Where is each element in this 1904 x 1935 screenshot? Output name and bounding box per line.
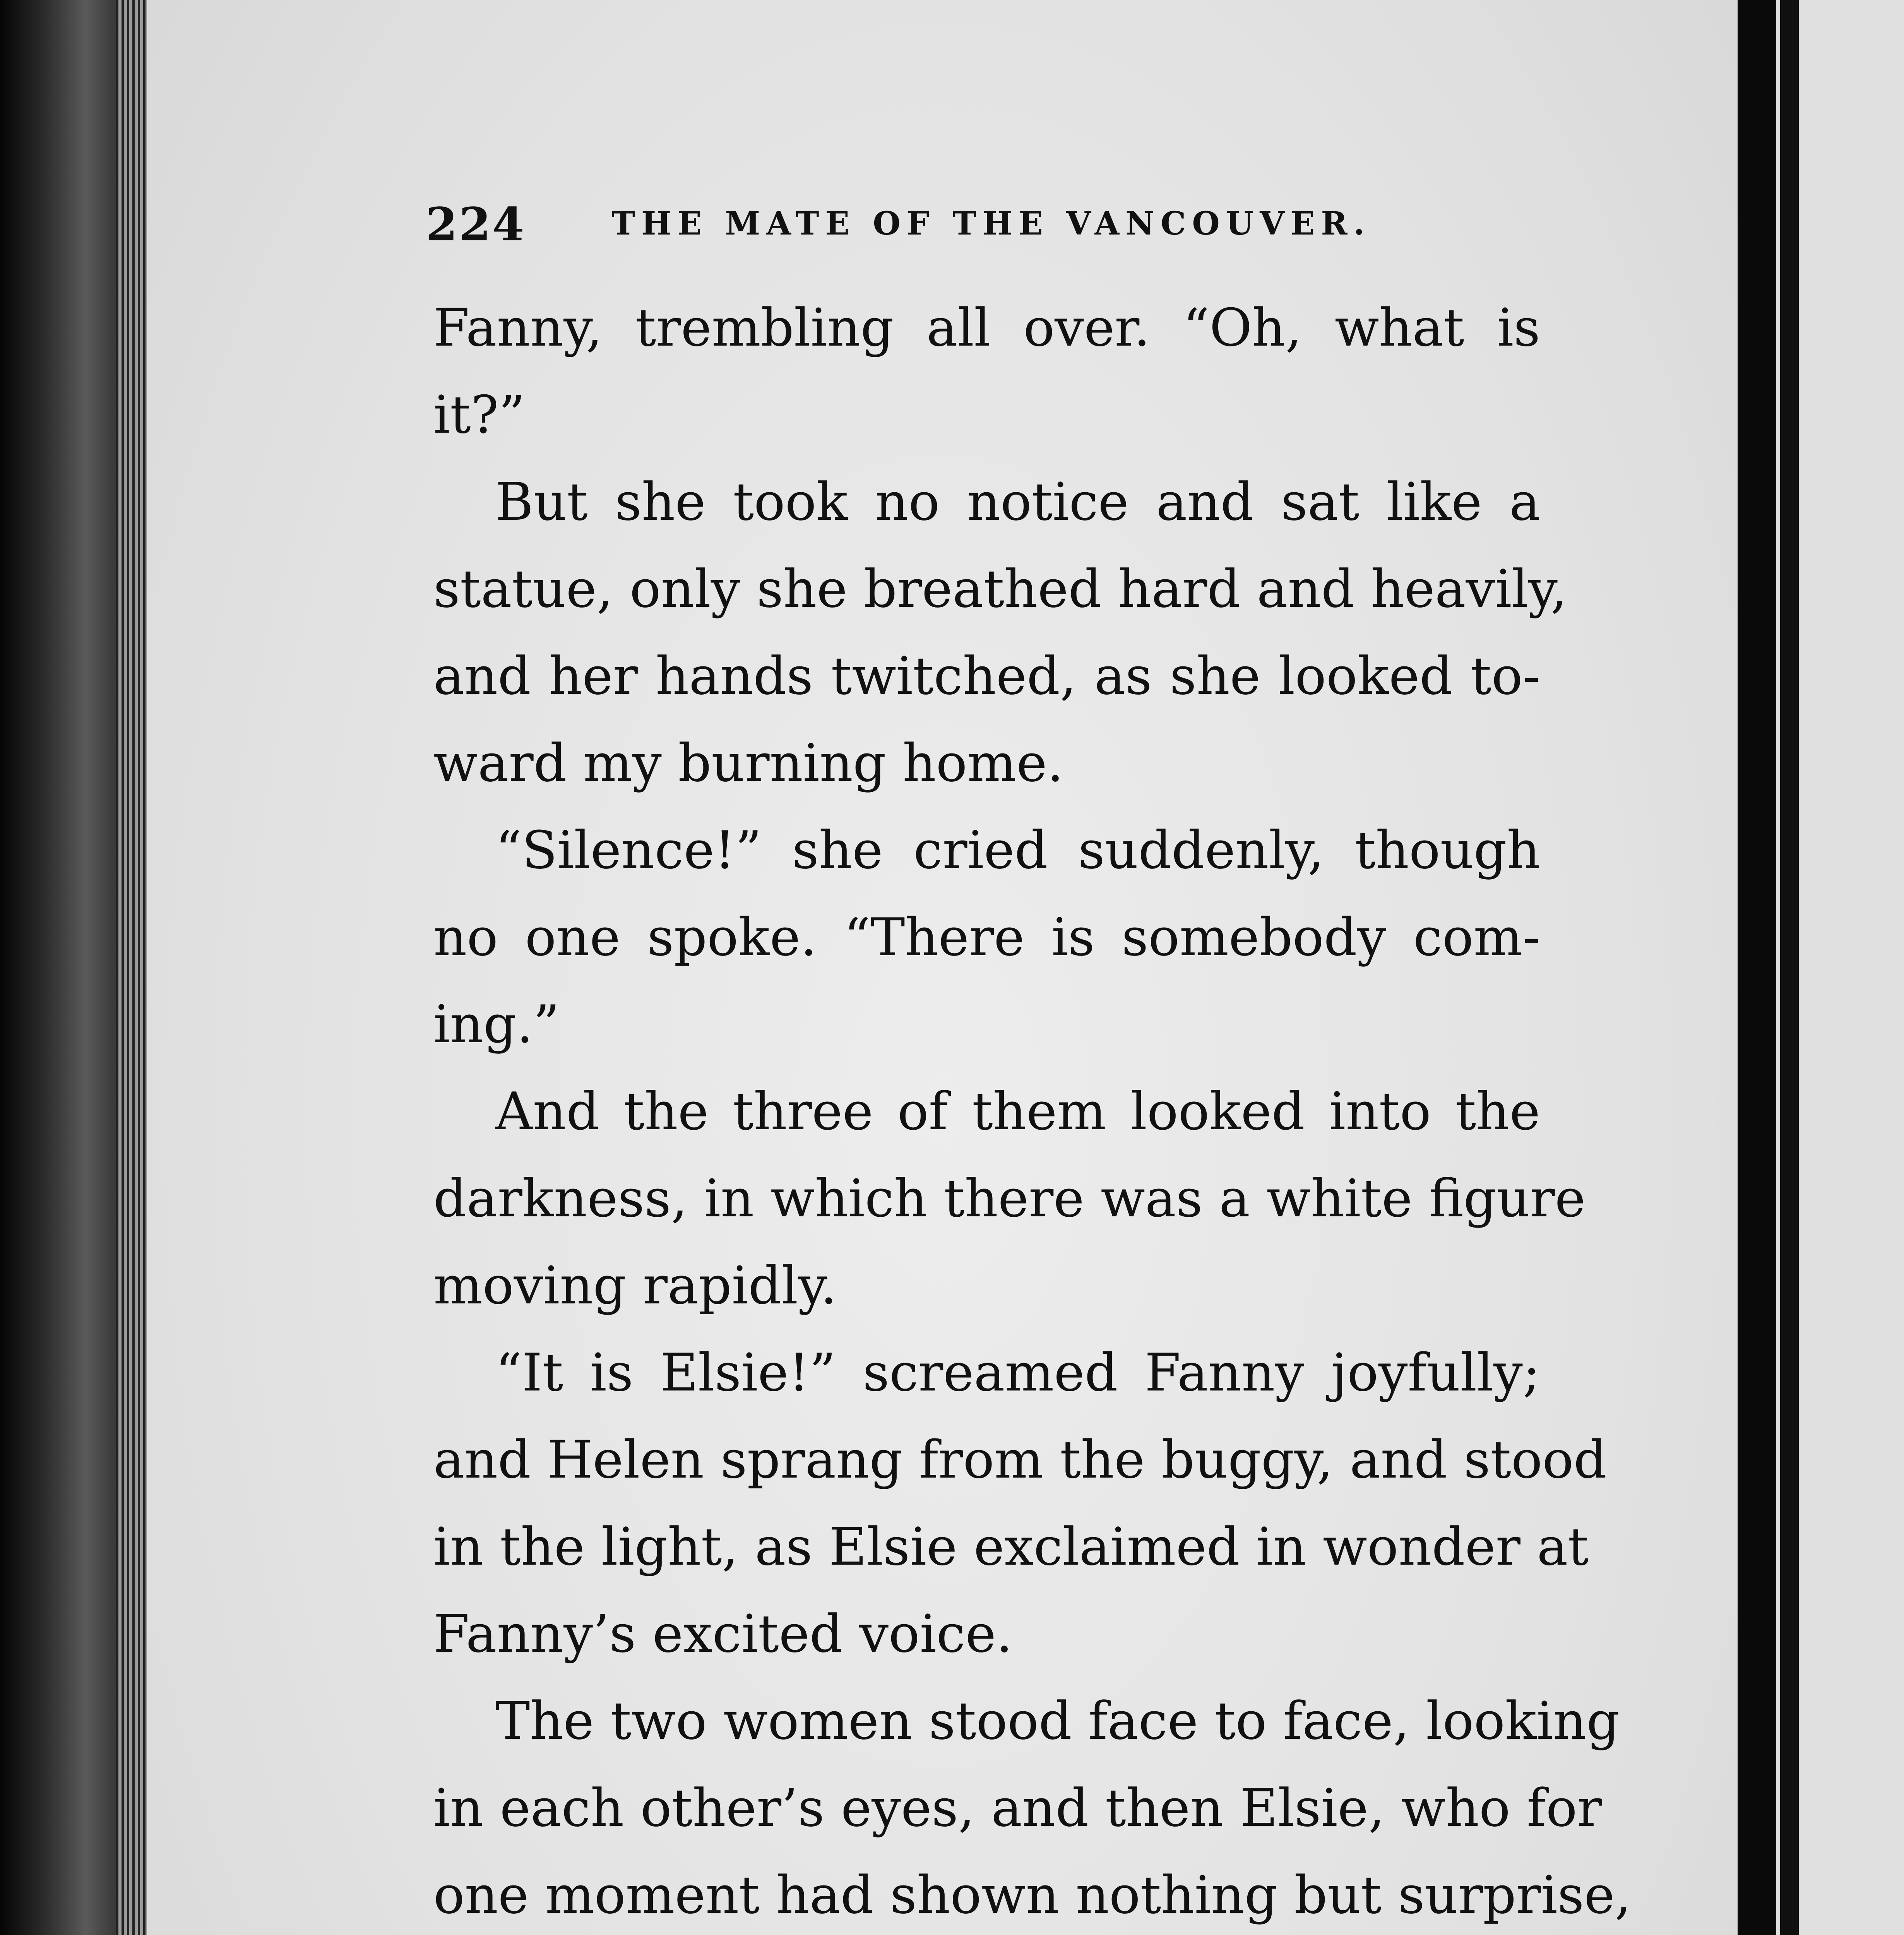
text-line: Fanny, trembling all over. “Oh, what is	[433, 298, 1540, 358]
text-line: And the three of them looked into the	[495, 1081, 1540, 1142]
text-line: it?”	[433, 385, 526, 445]
text-line: Fanny’s excited voice.	[433, 1604, 1013, 1664]
text-line: in the light, as Elsie exclaimed in wonder at	[433, 1517, 1589, 1577]
text-line: “Silence!” she cried suddenly, though	[495, 820, 1540, 880]
running-title: THE MATE OF THE VANCOUVER.	[611, 205, 1371, 242]
text-line: no one spoke. “There is somebody com-	[433, 907, 1540, 968]
page-number: 224	[426, 197, 526, 251]
left-page-stack	[116, 0, 147, 1935]
text-line: and Helen sprang from the buggy, and stood	[433, 1430, 1607, 1490]
text-line: “It is Elsie!” screamed Fanny joyfully;	[495, 1343, 1540, 1403]
text-line: ward my burning home.	[433, 733, 1064, 793]
body-text	[433, 284, 1632, 1935]
running-head	[426, 186, 1540, 263]
text-line: But she took no notice and sat like a	[495, 472, 1540, 532]
text-line: ing.”	[433, 994, 560, 1055]
text-line: The two women stood face to face, looking	[495, 1691, 1620, 1751]
text-line: darkness, in which there was a white figure	[433, 1168, 1586, 1229]
text-line: in each other’s eyes, and then Elsie, who for	[433, 1778, 1602, 1838]
right-edge-bar	[1780, 0, 1799, 1935]
text-line: one moment had shown nothing but surprise,	[433, 1865, 1632, 1925]
right-binding-shadow	[1738, 0, 1776, 1935]
text-line: statue, only she breathed hard and heavily,	[433, 559, 1567, 619]
text-line: moving rapidly.	[433, 1255, 837, 1316]
text-line: and her hands twitched, as she looked to-	[433, 646, 1540, 706]
